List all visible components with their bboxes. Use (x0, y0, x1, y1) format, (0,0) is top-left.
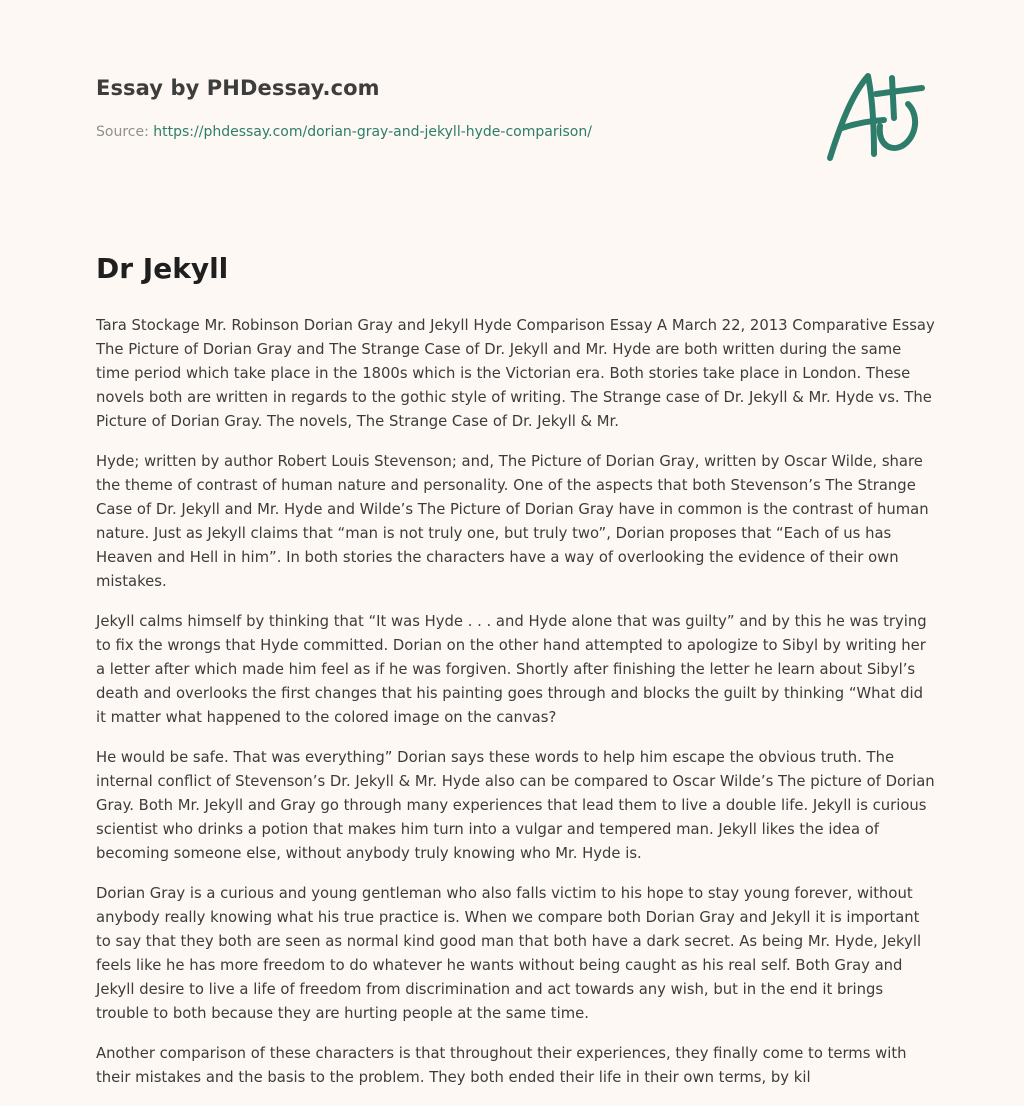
paragraph: He would be safe. That was everything” Dorian says these words to help him escape the obvious truth. The internal conflict of Stevenson’s Dr. Jekyll & Mr. Hyde also can be compared to Oscar Wilde’s The picture of Dorian Gray. Both Mr. Jekyll and Gray go through many experiences that lead them to live a double life. Jekyll is curious scientist who drinks a potion that makes him turn into a vulgar and tempered man. Jekyll likes the idea of becoming someone else, without anybody truly knowing who Mr. Hyde is. (96, 749, 935, 862)
paragraph: Hyde; written by author Robert Louis Stevenson; and, The Picture of Dorian Gray, written by Oscar Wilde, share the theme of contrast of human nature and personality. One of the aspects that both Stevenson’s The Strange Case of Dr. Jekyll and Mr. Hyde and Wilde’s The Picture of Dorian Gray have in common is the contrast of human nature. Just as Jekyll claims that “man is not truly one, but truly two”, Dorian proposes that “Each of us has Heaven and Hell in him”. In both stories the characters have a way of overlooking the evidence of their own mistakes. (96, 453, 929, 590)
source-line (96, 124, 592, 140)
paragraph: Tara Stockage Mr. Robinson Dorian Gray and Jekyll Hyde Comparison Essay A March 22, 2013 Comparative Essay The Picture of Dorian Gray and The Strange Case of Dr. Jekyll and Mr. Hyde are both written during the same time period which take place in the 1800s which is the Victorian era. Both stories take place in London. These novels both are written in regards to the gothic style of writing. The Strange case of Dr. Jekyll & Mr. Hyde vs. The Picture of Dorian Gray. The novels, The Strange Case of Dr. Jekyll & Mr. (96, 317, 935, 430)
page-header (96, 76, 936, 140)
site-brand: Essay by PHDessay.com (96, 76, 380, 100)
source-label: Source: (96, 124, 149, 140)
source-link[interactable]: https://phdessay.com/dorian-gray-and-jekyll-hyde-comparison/ (153, 124, 592, 140)
article-title: Dr Jekyll (96, 252, 229, 285)
a-plus-grade-logo-icon (822, 66, 926, 166)
article-body (96, 314, 936, 1106)
paragraph: Another comparison of these characters is that throughout their experiences, they finally come to terms with their mistakes and the basis to the problem. They both ended their life in their own terms, by kil (96, 1045, 907, 1086)
paragraph: Dorian Gray is a curious and young gentleman who also falls victim to his hope to stay young forever, without anybody really knowing what his true practice is. When we compare both Dorian Gray and Jekyll it is important to say that they both are seen as normal kind good man that both have a dark secret. As being Mr. Hyde, Jekyll feels like he has more freedom to do whatever he wants without being caught as his real self. Both Gray and Jekyll desire to live a life of freedom from discrimination and act towards any wish, but in the end it brings trouble to both because they are hurting people at the same time. (96, 885, 922, 1022)
paragraph: Jekyll calms himself by thinking that “It was Hyde . . . and Hyde alone that was guilty” and by this he was trying to fix the wrongs that Hyde committed. Dorian on the other hand attempted to apologize to Sibyl by writing her a letter after which made him feel as if he was forgiven. Shortly after finishing the letter he learn about Sibyl’s death and overlooks the first changes that his painting goes through and blocks the guilt by thinking “What did it matter what happened to the colored image on the canvas? (96, 613, 927, 726)
